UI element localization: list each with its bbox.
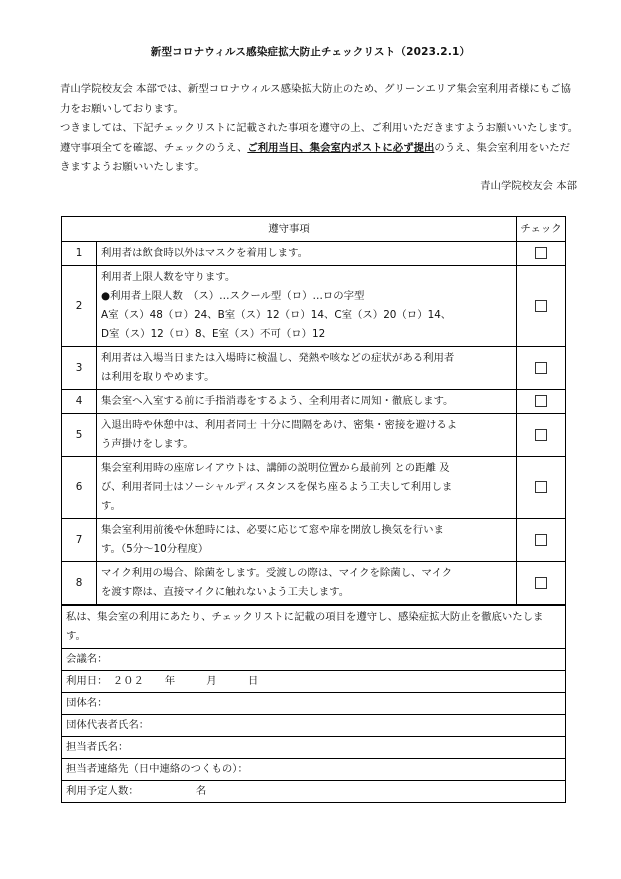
row-number: 7 [62,519,97,562]
row-text [97,266,517,347]
checkbox[interactable] [535,247,547,259]
row-text-line: A室（ス）48（ロ）24、B室（ス）12（ロ）14、C室（ス）20（ロ）14、 [101,309,452,321]
checkbox[interactable] [535,429,547,441]
contact-field[interactable]: 担当者連絡先（日中連絡のつくもの）： [62,759,566,781]
checkbox[interactable] [535,577,547,589]
row-text-line: び、利用者同士はソーシャルディスタンスを保ち座るよう工夫して利用しま [101,481,453,493]
page-title: 新型コロナウィルス感染症拡大防止チェックリスト（2023.2.1） [150,46,471,58]
pledge-statement: 私は、集会室の利用にあたり、チェックリストに記載の項目を遵守し、感染症拡大防止を徹底いたします。 [62,606,566,649]
check-cell [517,562,566,605]
checklist-row [62,562,566,605]
checkbox[interactable] [535,395,547,407]
usage-date-field[interactable]: 利用日： ２０２ 年 月 日 [62,671,566,693]
row-text-line: 利用者は入場当日または入場時に検温し、発熱や咳などの症状がある利用者 [101,352,455,364]
check-cell [517,519,566,562]
check-cell [517,414,566,457]
expected-count-field[interactable]: 利用予定人数： 名 [62,781,566,803]
row-text-line: は利用を取りやめます。 [101,371,215,383]
header-compliance-items: 遵守事項 [62,217,517,242]
person-in-charge-field[interactable]: 担当者氏名： [62,737,566,759]
row-text-line: 利用者上限人数を守ります。 [101,271,236,283]
row-text [97,242,517,266]
check-cell [517,242,566,266]
row-number: 3 [62,347,97,390]
checklist-row [62,414,566,457]
checklist-row [62,347,566,390]
row-text-line: ●利用者上限人数 （ス）…スクール型（ロ）…ロの字型 [101,290,365,302]
row-text [97,519,517,562]
row-text-line: 集会室利用時の座席レイアウトは、講師の説明位置から最前列 との距離 及 [101,462,450,474]
checklist-row [62,519,566,562]
row-text-line: う声掛けをします。 [101,438,194,450]
row-text-line: D室（ス）12（ロ）8、E室（ス）不可（ロ）12 [101,328,326,340]
row-number: 6 [62,457,97,519]
checkbox[interactable] [535,300,547,312]
checklist-header-row [62,217,566,242]
row-text [97,457,517,519]
row-text [97,390,517,414]
checkbox[interactable] [535,481,547,493]
check-cell [517,347,566,390]
checklist-row [62,390,566,414]
row-text-line: 集会室利用前後や休憩時には、必要に応じて窓や扉を開放し換気を行いま [101,524,444,536]
row-text-line: 集会室へ入室する前に手指消毒をするよう、全利用者に周知・徹底します。 [101,395,454,407]
checkbox[interactable] [535,362,547,374]
check-cell [517,457,566,519]
representative-name-field[interactable]: 団体代表者氏名： [62,715,566,737]
intro-paragraph-1: 青山学院校友会 本部では、新型コロナウィルス感染拡大防止のため、グリーンエリア集会室利用者様にもご協力をお願いしております。 [60,83,571,115]
meeting-name-field[interactable]: 会議名： [62,649,566,671]
intro-p3-after: のうえ、集会室利用をいただきますようお願いいたします。 [60,141,571,173]
row-text [97,347,517,390]
row-text-line: を渡す際は、直接マイクに触れないよう工夫します。 [101,586,350,598]
row-number: 5 [62,414,97,457]
intro-text [60,80,580,178]
row-text-line: マイク利用の場合、除菌をします。受渡しの際は、マイクを除菌し、マイク [101,567,453,579]
signature: 青山学院校友会 本部 [480,180,577,192]
check-cell [517,266,566,347]
header-check: チェック [517,217,566,242]
declaration-form [61,605,566,803]
group-name-field[interactable]: 団体名： [62,693,566,715]
intro-p3-before: 遵守事項全てを確認、チェックのうえ、 [60,141,248,154]
checklist-table [61,216,566,605]
checklist-row [62,242,566,266]
row-number: 8 [62,562,97,605]
submission-emphasis: ご利用当日、集会室内ポストに必ず提出 [247,141,435,154]
checklist-row [62,266,566,347]
intro-paragraph-3 [60,139,580,178]
row-number: 4 [62,390,97,414]
intro-paragraph-2: つきましては、下記チェックリストに記載された事項を遵守の上、ご利用いただきますようお願いいたします。 [60,122,579,134]
row-text-line: す。 [101,500,121,512]
row-text [97,562,517,605]
row-text-line: 入退出時や休憩中は、利用者同士 十分に間隔をあけ、密集・密接を避けるよ [101,419,458,431]
check-cell [517,390,566,414]
row-text [97,414,517,457]
checklist-row [62,457,566,519]
row-number: 2 [62,266,97,347]
checkbox[interactable] [535,534,547,546]
row-text-line: す。（5分～10分程度） [101,543,209,555]
row-text-line: 利用者は飲食時以外はマスクを着用します。 [101,247,308,259]
row-number: 1 [62,242,97,266]
